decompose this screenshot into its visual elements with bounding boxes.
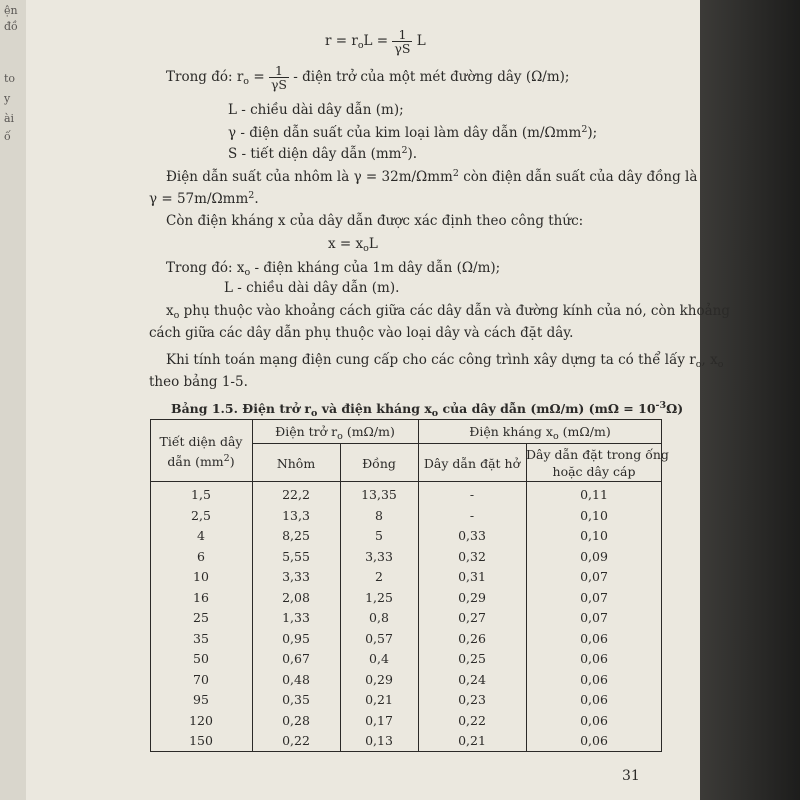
table-cell: 0,24 — [458, 671, 486, 687]
table-cell: 35 — [193, 630, 209, 646]
table-cell: 150 — [189, 733, 213, 748]
table-cell: 0,28 — [282, 712, 310, 728]
table-cell: 0,8 — [369, 610, 389, 625]
table-cell: 1,25 — [365, 589, 393, 605]
table-cell: 0,35 — [282, 692, 310, 707]
header-aluminum: Nhôm — [276, 456, 316, 471]
header-resistance: Điện trở $r_o$ (mΩ/m) — [275, 424, 395, 442]
definition-ro: Trong đó: $r_o$ = $\frac{1}{\gamma S}$ - điện trở của một mét đường dây (Ω/m); — [166, 63, 570, 92]
table-cell: 70 — [193, 671, 209, 687]
formula-resistance: $r = r_oL$ = $\frac{1}{\gamma S}$ L — [325, 27, 426, 56]
table-cell: 0,10 — [580, 528, 608, 543]
fraction: $\frac{1}{\gamma S}$ — [270, 63, 287, 92]
table-cell: - — [469, 487, 475, 502]
margin-fragment: ố — [4, 130, 11, 143]
margin-fragment: ện — [4, 4, 18, 17]
table-caption: Bảng 1.5. Điện trở $r_o$ và điện kháng $x_o$ của dây dẫn (mΩ/m) $(m\Omega = 10^{-3}\Omega)$ — [171, 400, 684, 419]
table-cell: 0,22 — [282, 733, 310, 748]
table-cell: 1,33 — [282, 610, 310, 625]
background-dark — [700, 0, 800, 800]
table-cell: 0,31 — [458, 569, 486, 584]
table-cell: 2 — [375, 569, 383, 584]
table-cell: 120 — [189, 712, 213, 728]
table-cell: 0,27 — [458, 610, 486, 625]
table-cell: 4 — [197, 528, 205, 543]
table-cell: 0,06 — [580, 712, 608, 728]
table-cell: - — [469, 507, 475, 523]
header-pipe-cable: Dây dẫn đặt trong ống hoặc dây cáp — [526, 447, 669, 479]
table-cell: 0,06 — [580, 692, 608, 707]
table-cell: 5 — [375, 528, 383, 543]
table-cell: 2,5 — [191, 507, 211, 523]
table-cell: 3,33 — [282, 569, 310, 584]
table-cell: 0,67 — [282, 651, 310, 666]
paragraph-conductivity-line2: γ = 57m/Ωmm$^2$. — [149, 190, 259, 207]
margin-fragment: đồ — [4, 20, 18, 33]
table-cell: 25 — [193, 610, 209, 625]
paragraph-calc-line1: Khi tính toán mạng điện cung cấp cho các công trình xây dựng ta có thể lấy $r_o$, $x_o$ — [166, 352, 724, 370]
definition-gamma: γ - điện dẫn suất của kim loại làm dây dẫn (m/Ωmm$^2$); — [228, 124, 598, 141]
paragraph-calc-line2: theo bảng 1-5. — [149, 374, 248, 390]
table-cell: 10 — [193, 569, 209, 584]
table-cell: 0,33 — [458, 528, 486, 543]
table-cell: 8 — [375, 507, 383, 523]
data-table — [150, 419, 669, 752]
table-cell: 0,95 — [282, 630, 310, 646]
table-cell: 6 — [197, 548, 205, 564]
table-cell: 3,33 — [365, 548, 393, 564]
table-cell: 1,5 — [191, 487, 211, 502]
table-cell: 0,48 — [282, 671, 310, 687]
definition-L-2: L - chiều dài dây dẫn (m). — [224, 280, 400, 296]
margin-fragment: ài — [4, 112, 15, 125]
table-cell: 0,25 — [458, 651, 486, 666]
table-cell: 0,23 — [458, 692, 486, 707]
header-copper: Đồng — [362, 456, 396, 471]
table-cell: 95 — [193, 692, 209, 707]
table-cell: 0,57 — [365, 630, 393, 646]
table-cell: 5,55 — [282, 548, 310, 564]
table-cell: 13,3 — [282, 507, 310, 523]
table-cell: 0,21 — [458, 733, 486, 748]
table-cell: 8,25 — [282, 528, 310, 543]
paragraph-reactance: Còn điện kháng x của dây dẫn được xác định theo công thức: — [166, 213, 584, 229]
table-cell: 0,32 — [458, 548, 486, 564]
header-reactance: Điện kháng $x_o$ (mΩ/m) — [469, 424, 611, 442]
formula-reactance: $x = x_oL$ — [328, 236, 378, 254]
margin-fragment: y — [4, 92, 11, 105]
table-cell: 0,11 — [580, 487, 608, 502]
table-cell: 0,06 — [580, 651, 608, 666]
table-cell: 22,2 — [282, 487, 310, 502]
paragraph-xo-line1: $x_o$ phụ thuộc vào khoảng cách giữa các dây dẫn và đường kính của nó, còn khoảng — [166, 303, 730, 321]
table-cell: 0,07 — [580, 610, 608, 625]
table-cell: 0,06 — [580, 733, 608, 748]
table-cell: 2,08 — [282, 589, 310, 605]
paragraph-xo-line2: cách giữa các dây dẫn phụ thuộc vào loại dây và cách đặt dây. — [149, 325, 574, 341]
header-open-wire: Dây dẫn đặt hở — [423, 456, 521, 471]
definition-L: L - chiều dài dây dẫn (m); — [228, 102, 404, 118]
book-page — [26, 0, 730, 800]
table-cell: 0,06 — [580, 671, 608, 687]
table-cell: 0,29 — [365, 671, 393, 687]
definition-S: S - tiết diện dây dẫn $(mm^2)$. — [228, 145, 418, 162]
table-cell: 0,09 — [580, 548, 608, 564]
table-cell: 50 — [193, 651, 209, 666]
table-cell: 0,17 — [365, 712, 393, 728]
margin-fragment: to — [4, 72, 16, 85]
definition-xo: Trong đó: $x_o$ - điện kháng của 1m dây dẫn (Ω/m); — [166, 260, 501, 278]
table-cell: 13,35 — [361, 487, 397, 502]
table-cell: 0,07 — [580, 589, 608, 605]
table-cell: 0,26 — [458, 630, 486, 646]
fraction: $\frac{1}{\gamma S}$ — [394, 27, 411, 56]
table-cell: 0,21 — [365, 692, 393, 707]
table-cell: 0,4 — [369, 651, 389, 666]
table-cell: 0,07 — [580, 569, 608, 584]
table-cell: 0,10 — [580, 507, 608, 523]
paragraph-conductivity-line1: Điện dẫn suất của nhôm là γ = 32m/Ωmm$^2$ còn điện dẫn suất của dây đồng là — [166, 168, 698, 185]
table-cell: 0,13 — [365, 733, 393, 748]
page-number: 31 — [622, 768, 640, 784]
header-section: Tiết diện dây dẫn $(mm^2)$ — [159, 434, 243, 469]
table-cell: 16 — [193, 589, 209, 605]
table-cell: 0,29 — [458, 589, 486, 605]
table-cell: 0,22 — [458, 712, 486, 728]
table-cell: 0,06 — [580, 630, 608, 646]
